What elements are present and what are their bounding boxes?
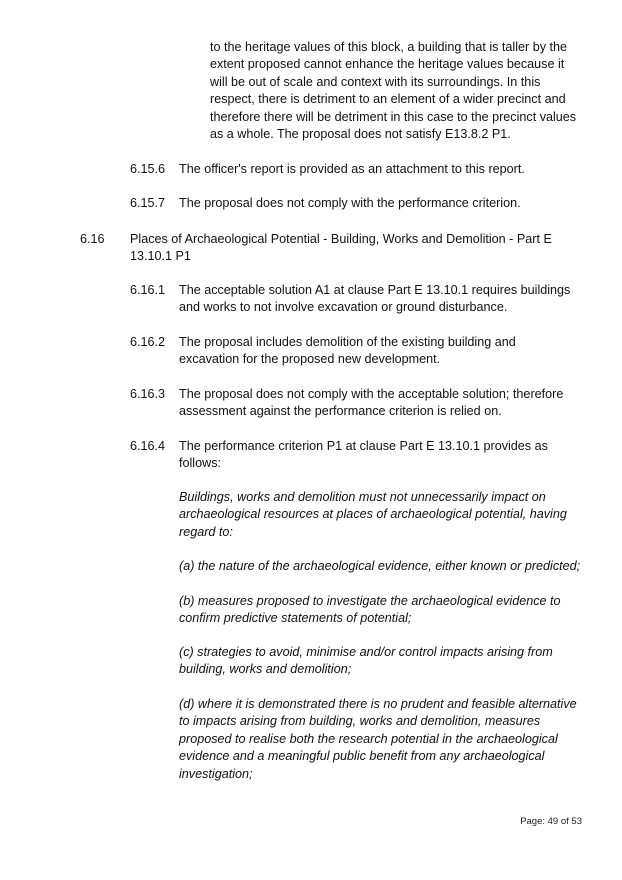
continuation-paragraph: to the heritage values of this block, a building that is taller by the extent proposed cannot enhance the heritage values because it will be out of scale and context with its surroundings. In this respect, there is detriment to an element of a wider precinct and therefore there will be detriment in this case to the precinct values as a whole. The proposal does not satisfy E13.8.2 P1. [210,40,577,142]
item-number-6-16-1: 6.16.1 [130,283,166,297]
item-text-6-16-4: The performance criterion P1 at clause Part E 13.10.1 provides as follows: [179,439,548,471]
item-text-6-15-7: The proposal does not comply with the performance criterion. [179,196,521,210]
criterion-item-a: (a) the nature of the archaeological evidence, either known or predicted; [179,559,581,573]
criterion-item-c: (c) strategies to avoid, minimise and/or control impacts arising from building, works and demolition; [179,645,553,677]
criterion-item-d: (d) where it is demonstrated there is no prudent and feasible alternative to impacts arising from building, works and demolition, measures proposed to realise both the research potential in the archaeological evidence and a meaningful public benefit from any archaeological investigation; [179,697,577,781]
item-text-6-16-2: The proposal includes demolition of the existing building and excavation for the proposed new development. [179,335,516,367]
item-text-6-16-1: The acceptable solution A1 at clause Part E 13.10.1 requires buildings and works to not involve excavation or ground disturbance. [179,283,571,315]
item-number-6-15-6: 6.15.6 [130,162,166,176]
item-number-6-16-3: 6.16.3 [130,387,166,401]
item-text-6-15-6: The officer's report is provided as an attachment to this report. [179,162,525,176]
criterion-intro: Buildings, works and demolition must not unnecessarily impact on archaeological resources at places of archaeological potential, having regard to: [179,490,567,539]
page-number: Page: 49 of 53 [520,816,582,827]
item-text-6-16-3: The proposal does not comply with the acceptable solution; therefore assessment against the performance criterion is relied on. [179,387,564,419]
section-number-6-16: 6.16 [80,232,105,246]
item-number-6-16-4: 6.16.4 [130,439,166,453]
section-heading-6-16: Places of Archaeological Potential - Building, Works and Demolition - Part E 13.10.1 P1 [130,232,552,264]
criterion-item-b: (b) measures proposed to investigate the archaeological evidence to confirm predictive statements of potential; [179,594,561,626]
item-number-6-16-2: 6.16.2 [130,335,166,349]
item-number-6-15-7: 6.15.7 [130,196,166,210]
